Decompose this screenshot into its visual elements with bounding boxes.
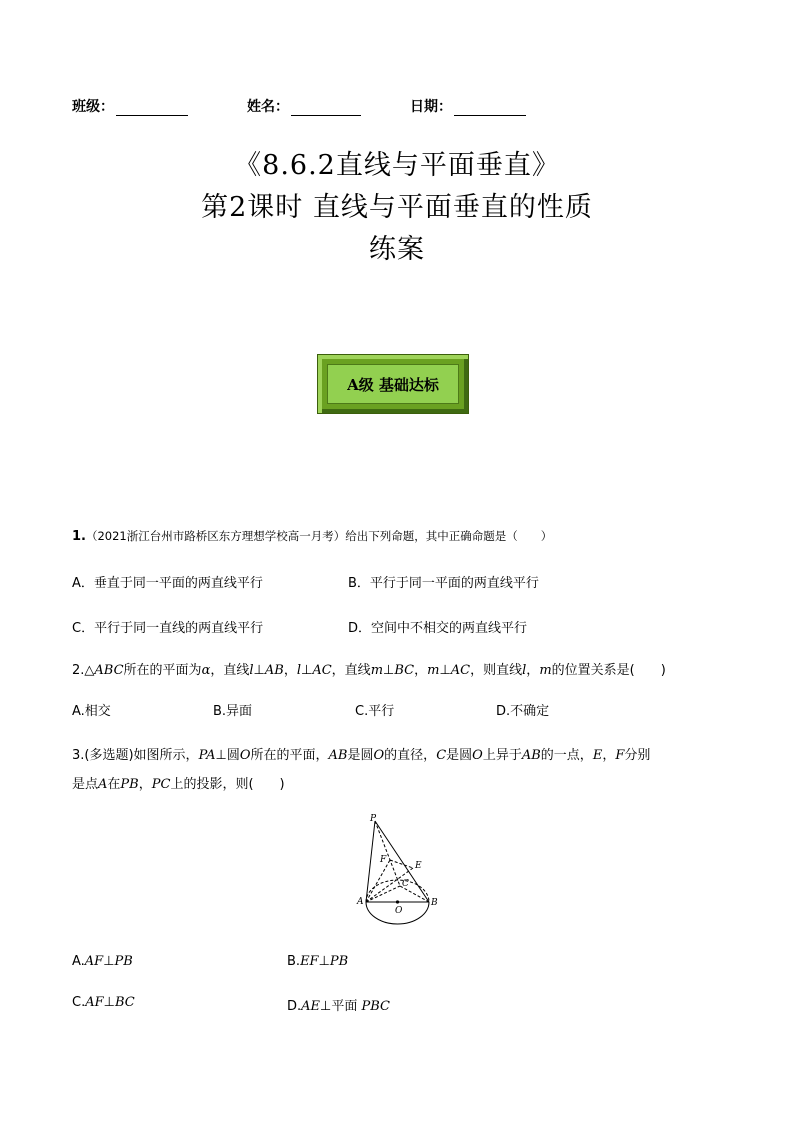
title-line2: 第2课时 直线与平面垂直的性质 (201, 192, 593, 223)
q2-text: 的位置关系是( ) (551, 663, 666, 678)
date-blank[interactable] (454, 101, 526, 116)
q3-option-c[interactable] (72, 995, 135, 1010)
q2-text: ， (526, 663, 540, 678)
option-prefix: D. (287, 999, 302, 1014)
question-3-number: 3. (72, 748, 85, 763)
q3-text: ， (138, 777, 152, 792)
label-a: A (357, 897, 364, 907)
q2-text: ⊥ (439, 663, 451, 678)
label-e: E (415, 861, 422, 871)
label-b: B (431, 898, 438, 908)
q2-math: AB (264, 663, 284, 678)
q2-text: ，直线 (210, 663, 250, 678)
q2-text: ⊥ (383, 663, 395, 678)
question-1 (72, 528, 552, 544)
q3-math: O (373, 748, 385, 763)
q2-option-d[interactable]: D.不确定 (496, 704, 550, 719)
name-field (247, 96, 361, 116)
date-field (410, 96, 526, 116)
label-c: C (402, 879, 409, 889)
question-1-number: 1. (72, 529, 86, 544)
q2-math: BC (394, 663, 415, 678)
q3-math: AB (521, 748, 541, 763)
q2-text: ，则直线 (470, 663, 523, 678)
circle-back-arc (366, 880, 429, 902)
q3-math: O (239, 748, 251, 763)
name-blank[interactable] (291, 101, 361, 116)
q3-math: C (436, 748, 447, 763)
option-math: BC (114, 995, 135, 1010)
title-line3: 练案 (369, 234, 425, 265)
option-prefix: C. (72, 995, 86, 1010)
option-symbol: ⊥ (103, 954, 115, 969)
q3-text: 在 (107, 777, 121, 792)
edge-ac (366, 886, 400, 902)
q3-text: 是圆 (446, 748, 473, 763)
level-badge-label: A级 基础达标 (327, 364, 459, 404)
class-label: 班级： (72, 99, 114, 115)
q3-text: 上的投影，则( ) (170, 777, 285, 792)
q2-option-b[interactable]: B.异面 (213, 704, 253, 719)
option-symbol: ⊥ (103, 995, 115, 1010)
q2-math: m (370, 663, 384, 678)
q2-text: ， (414, 663, 428, 678)
q3-math: O (472, 748, 483, 763)
title-line1: 《8.6.2直线与平面垂直》 (234, 150, 560, 181)
q2-math: l (296, 663, 301, 678)
q1-option-c[interactable]: C．平行于同一直线的两直线平行 (72, 621, 264, 636)
option-math: PBC (361, 999, 391, 1014)
option-math: PB (114, 954, 133, 969)
label-f: F (380, 855, 387, 865)
q3-option-b[interactable] (287, 954, 348, 969)
q2-text: ，直线 (331, 663, 371, 678)
date-label: 日期： (410, 99, 452, 115)
q2-math: ABC (94, 663, 124, 678)
q3-text: 的直径， (384, 748, 437, 763)
q2-text: 所在的平面为 (123, 663, 202, 678)
option-prefix: B. (287, 954, 301, 969)
q3-text: 上异于 (482, 748, 522, 763)
q2-text: ， (283, 663, 297, 678)
label-p: P (370, 814, 377, 824)
question-3-line2 (72, 773, 285, 792)
q3-math: PA (198, 748, 216, 763)
q1-option-a[interactable]: A．垂直于同一平面的两直线平行 (72, 576, 263, 591)
q2-math: m (427, 663, 440, 678)
option-symbol: ⊥平面 (320, 999, 362, 1014)
q2-math: l (249, 663, 254, 678)
q2-option-a[interactable]: A.相交 (72, 704, 111, 719)
option-math: AF (85, 995, 104, 1010)
center-point (396, 900, 399, 903)
option-math: EF (300, 954, 319, 969)
q2-math: AC (312, 663, 332, 678)
q3-math: E (592, 748, 603, 763)
question-3-line1 (72, 744, 650, 763)
q3-math: A (98, 777, 108, 792)
q1-option-d[interactable]: D．空间中不相交的两直线平行 (348, 621, 528, 636)
q2-math: α (201, 663, 211, 678)
option-prefix: A. (72, 954, 85, 969)
name-label: 姓名： (247, 99, 289, 115)
q3-text: 的一点， (540, 748, 593, 763)
q3-text: (多选题)如图所示， (84, 748, 199, 763)
option-math: AF (84, 954, 104, 969)
option-math: AE (301, 999, 321, 1014)
q3-text: 是圆 (347, 748, 374, 763)
class-blank[interactable] (116, 101, 188, 116)
q3-math: PB (120, 777, 139, 792)
q2-math: AC (450, 663, 471, 678)
q3-option-a[interactable] (72, 954, 133, 969)
q2-text: △ (84, 663, 95, 678)
q2-option-c[interactable]: C.平行 (355, 704, 395, 719)
q3-math: F (615, 748, 625, 763)
class-field (72, 96, 188, 116)
q3-text: 所在的平面， (250, 748, 329, 763)
question-2 (72, 659, 666, 678)
q3-text: 是点 (72, 777, 99, 792)
q2-text: ⊥ (301, 663, 313, 678)
q3-text: ， (602, 748, 616, 763)
q3-text: 分别 (624, 748, 651, 763)
q3-option-d[interactable] (287, 995, 390, 1014)
q1-option-b[interactable]: B．平行于同一平面的两直线平行 (348, 576, 539, 591)
question-2-number: 2. (72, 663, 85, 678)
option-symbol: ⊥ (318, 954, 330, 969)
q2-text: ⊥ (253, 663, 265, 678)
question-1-text: （2021浙江台州市路桥区东方理想学校高一月考）给出下列命题，其中正确命题是（ ） (85, 529, 553, 543)
q3-text: ⊥圆 (215, 748, 240, 763)
edge-pa (366, 821, 375, 902)
q3-math: PC (151, 777, 171, 792)
q2-math: l (522, 663, 527, 678)
cone-figure (350, 812, 445, 930)
label-o: O (395, 906, 403, 916)
q2-math: m (539, 663, 552, 678)
q3-math: AB (328, 748, 348, 763)
level-badge (317, 354, 469, 414)
option-math: PB (329, 954, 349, 969)
